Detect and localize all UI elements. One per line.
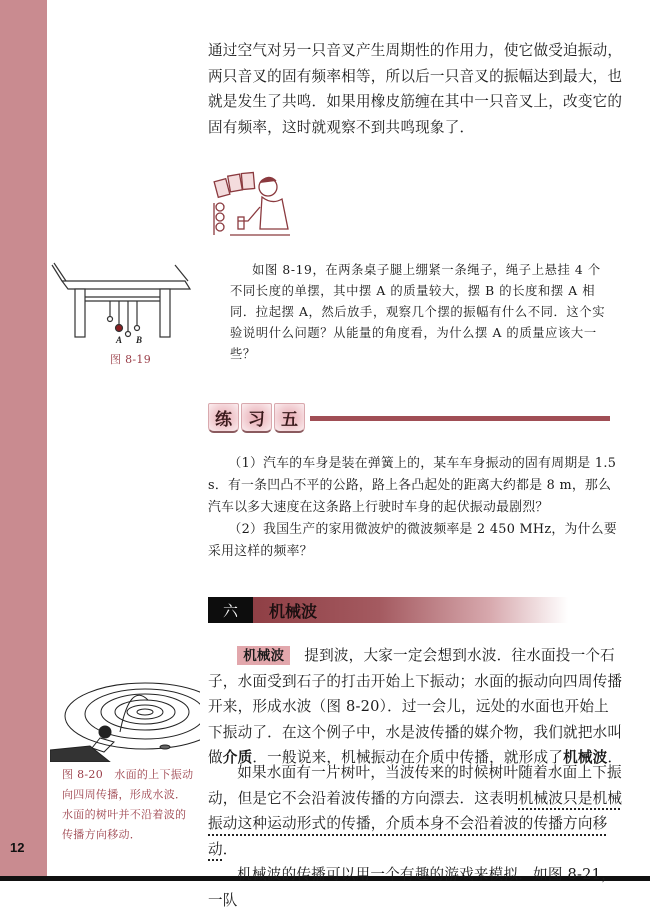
exercise-header [208,403,610,433]
section-title: 机械波 [253,597,568,623]
exercise-item: （1）汽车的车身是装在弹簧上的，某车车身振动的固有周期是 1.5 s．有一条凹凸不平的公路，路上各凸起处的距离大约都是 8 m，那么汽车以多大速度在这条路上行驶时车身的起伏振动最剧烈？ [208,456,617,515]
exercise-title-char: 五 [274,403,305,433]
leaf-text-2: ． [222,840,238,858]
intro-paragraph [208,38,623,140]
keyword-badge: 机械波 [237,646,290,665]
term-medium: 介质 [222,749,253,766]
emphasized-statement: 机械波只是机械振动这种运动形式的传播，介质本身不会沿着波的传播方向移动 [208,789,623,858]
pendulum-label-b: B [136,335,143,345]
wave-text-3: ． [607,749,623,766]
exercise-header-rule [310,416,610,421]
term-mechanical-wave: 机械波 [563,749,608,766]
figure-8-20-caption: 图 8-20 水面的上下振动向四周传播，形成水波．水面的树叶并不沿着波的传播方向移动． [62,768,194,841]
pendulum-table-figure [50,255,195,345]
leaf-paragraph [208,760,623,913]
wave-text-1: 提到波，大家一定会想到水波．往水面投一个石子，水面受到石子的打击开始上下振动；水面的振动向四周传播开来，形成水波（图 8-20）．过一会儿，远处的水面也开始上下振动了．在这个例子中，水是波传播的媒介物，我们就把水叫做 [208,647,623,766]
pendulum-label-a: A [116,335,123,345]
experiment-paragraph: 如图 8-19，在两条桌子腿上绷紧一条绳子，绳子上悬挂 4 个不同长度的单摆，其中摆 A 的质量较大，摆 B 的长度和摆 A 相同．拉起摆 A，然后放手，观察几个摆的振幅有什么不同．这个实验说明什么问题？从能量的角度看，为什么摆 A 的质量应该大一些？ [230,263,606,361]
exercise-title-char: 练 [208,403,239,433]
leaf-text-1: 如果水面有一片树叶，当波传来的时候树叶随着水面上下振动，但是它不会沿着波传播的方向漂去．这表明 [208,764,622,807]
exercise-title-char: 习 [241,403,272,433]
water-wave-figure [50,672,200,762]
page-number: 12 [10,840,25,855]
section-header [208,597,568,623]
mechanical-wave-paragraph [208,643,623,771]
section-number: 六 [208,597,253,623]
exercise-list [208,453,623,563]
page-margin-strip [0,0,47,881]
figure-8-19-caption: 图 8-19 [110,353,152,366]
exercise-item: （2）我国生产的家用微波炉的微波频率是 2 450 MHz，为什么要采用这样的频率？ [208,522,617,559]
activity-cartoon-icon [210,165,295,245]
wave-text-2: ．一般说来，机械振动在介质中传播，就形成了 [252,749,564,766]
game-paragraph: 机械波的传播可以用一个有趣的游戏来模拟．如图 8-21，一队 [208,866,616,909]
intro-text: 通过空气对另一只音叉产生周期性的作用力，使它做受迫振动，两只音叉的固有频率相等，所以后一只音叉的振幅达到最大，也就是发生了共鸣．如果用橡皮筋缠在其中一只音叉上，改变它的固有频率，这时就观察不到共鸣现象了． [208,42,623,136]
